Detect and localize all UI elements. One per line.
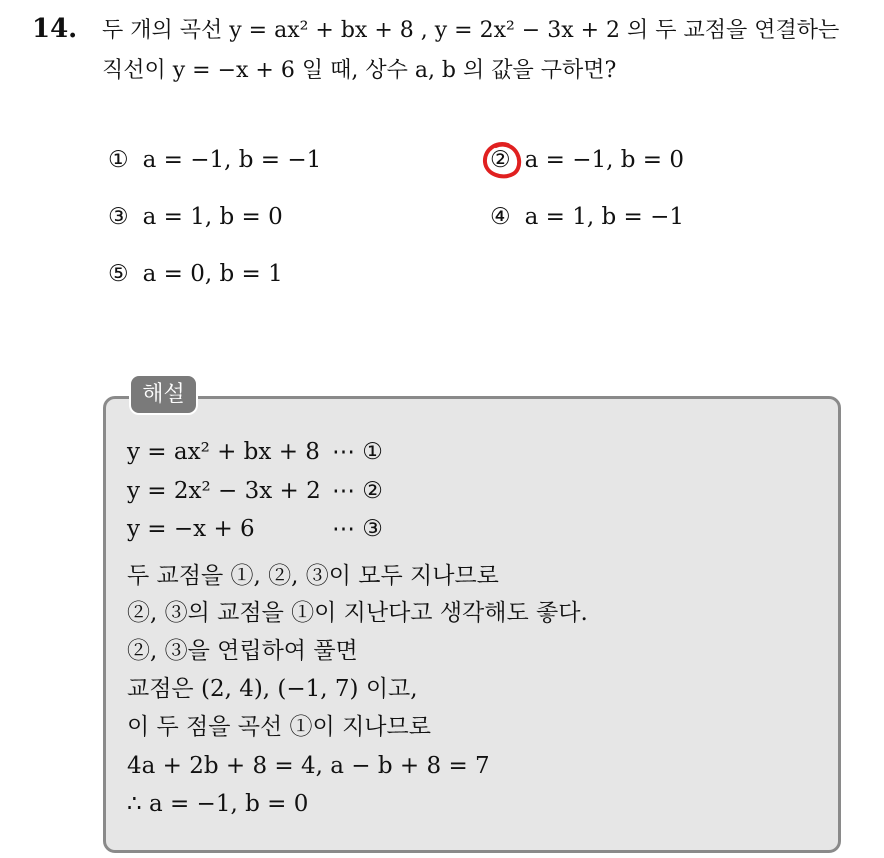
solution-text-line: 4a + 2b + 8 = 4, a − b + 8 = 7 xyxy=(127,753,490,779)
equation-2-ref: ⋯ ② xyxy=(332,478,383,504)
choice-1[interactable] xyxy=(108,145,321,175)
question-text-line-2: 직선이 y = −x + 6 일 때, 상수 a, b 의 값을 구하면? xyxy=(102,58,617,83)
solution-equation-3 xyxy=(127,514,383,544)
question-number: 14. xyxy=(32,14,78,44)
solution-conclusion: ∴ a = −1, b = 0 xyxy=(127,791,309,817)
equation-3-text: y = −x + 6 xyxy=(127,516,255,542)
choice-2-number: ② xyxy=(490,147,511,173)
choice-3-number: ③ xyxy=(108,204,129,230)
solution-equation-1 xyxy=(127,437,383,467)
solution-equation-2 xyxy=(127,476,383,506)
choice-4-number: ④ xyxy=(490,204,511,230)
choice-2-text: a = −1, b = 0 xyxy=(524,147,685,173)
equation-1-ref: ⋯ ① xyxy=(332,439,383,465)
answer-circle-mark xyxy=(478,136,526,184)
choice-3-text: a = 1, b = 0 xyxy=(142,204,283,230)
equation-3-ref: ⋯ ③ xyxy=(332,516,383,542)
choice-5-text: a = 0, b = 1 xyxy=(142,261,283,287)
choice-1-number: ① xyxy=(108,147,129,173)
solution-text-line: 이 두 점을 곡선 ①이 지나므로 xyxy=(127,714,431,740)
solution-text-line: ②, ③을 연립하여 풀면 xyxy=(127,638,358,664)
choice-5-number: ⑤ xyxy=(108,261,129,287)
solution-text-line: 두 교점을 ①, ②, ③이 모두 지나므로 xyxy=(127,563,499,589)
solution-text-line: ②, ③의 교점을 ①이 지난다고 생각해도 좋다. xyxy=(127,600,588,626)
choice-1-text: a = −1, b = −1 xyxy=(142,147,322,173)
choice-5[interactable] xyxy=(108,259,283,289)
choice-3[interactable] xyxy=(108,202,283,232)
choice-4[interactable] xyxy=(490,202,684,232)
solution-tab-label: 해설 xyxy=(129,374,198,415)
equation-1-text: y = ax² + bx + 8 xyxy=(127,439,320,465)
equation-2-text: y = 2x² − 3x + 2 xyxy=(127,478,321,504)
solution-text-line: 교점은 (2, 4), (−1, 7) 이고, xyxy=(127,676,418,702)
question-text-line-1: 두 개의 곡선 y = ax² + bx + 8 , y = 2x² − 3x + 2 의 두 교점을 연결하는 xyxy=(102,18,840,43)
choice-4-text: a = 1, b = −1 xyxy=(524,204,685,230)
